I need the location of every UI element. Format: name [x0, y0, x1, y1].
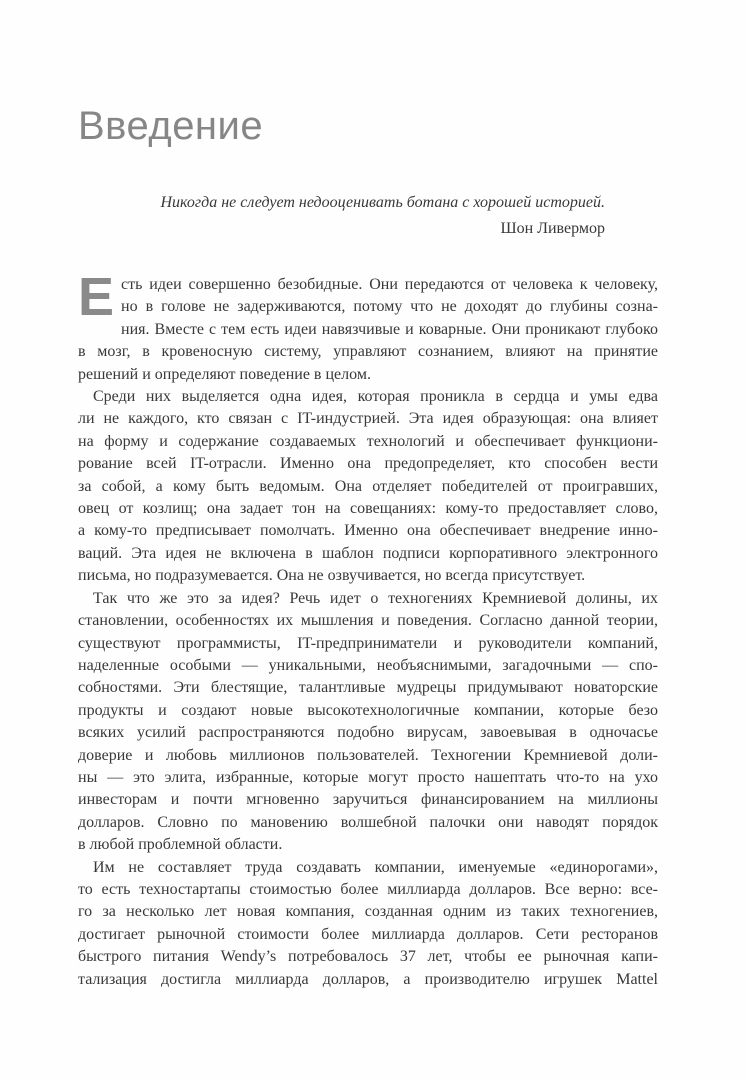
- text-line: продукты и создают новые высокотехнологичные компании, которые безо: [78, 701, 658, 719]
- text-line: но в голове не задерживаются, потому что не доходят до глубины созна-: [121, 298, 658, 316]
- text-line: наделенные особыми — уникальными, необъяснимыми, загадочными — спо-: [78, 656, 658, 674]
- paragraph: [78, 857, 658, 991]
- epigraph: [78, 190, 605, 242]
- text-line: сть идеи совершенно безобидные. Они передаются от человека к человеку,: [121, 276, 658, 293]
- text-line: ния. Вместе с тем есть идеи навязчивые и коварные. Они проникают глубоко: [121, 320, 658, 338]
- text-line: тализация достигла миллиарда долларов, а производителю игрушек Mattel: [78, 970, 658, 988]
- text-line: ны — это элита, избранные, которые могут просто нашептать что-то на ухо: [78, 768, 658, 786]
- drop-cap: Е: [78, 267, 115, 327]
- text-line: в любой проблемной области.: [78, 836, 283, 854]
- text-line: инвесторам и почти мгновенно заручиться финансированием на миллионы: [78, 791, 658, 809]
- text-line: на форму и содержание создаваемых технологий и обеспечивает функциони-: [78, 432, 658, 450]
- text-line: то есть техностартапы стоимостью более миллиарда долларов. Все верно: все-: [78, 880, 658, 898]
- body-text: [78, 267, 658, 991]
- text-line: доверие и любовь миллионов пользователей. Техногении Кремниевой доли-: [78, 746, 658, 764]
- paragraph: [78, 267, 658, 386]
- text-line: ли не каждого, кто связан с IT-индустрией. Эта идея образующая: она влияет: [78, 410, 658, 428]
- text-line: овец от козлищ; она задает тон на совещаниях: кому-то предоставляет слово,: [78, 500, 658, 518]
- text-line: решений и определяют поведение в целом.: [78, 365, 371, 383]
- text-line: ваций. Эта идея не включена в шаблон подписи корпоративного электронного: [78, 544, 658, 562]
- text-line: всяких усилий распространяются подобно вирусам, завоевывая в одночасье: [78, 724, 658, 742]
- text-line: Так что же это за идея? Речь идет о техногениях Кремниевой долины, их: [93, 589, 658, 607]
- text-line: собностями. Эти блестящие, талантливые мудрецы придумывают новаторские: [78, 679, 658, 697]
- text-line: существуют программисты, IT-предприниматели и руководители компаний,: [78, 634, 658, 652]
- paragraph: [78, 386, 658, 588]
- text-line: становлении, особенностях их мышления и поведения. Согласно данной теории,: [78, 612, 658, 630]
- text-line: быстрого питания Wendy’s потребовалось 37 лет, чтобы ее рыночная капи-: [78, 948, 658, 966]
- paragraph: [78, 588, 658, 857]
- text-line: Среди них выделяется одна идея, которая проникла в сердца и умы едва: [93, 388, 658, 406]
- text-line: а кому-то предписывает помолчать. Именно она обеспечивает внедрение инно-: [78, 522, 658, 540]
- epigraph-author: Шон Ливермор: [500, 220, 605, 237]
- text-line: Им не составляет труда создавать компании, именуемые «единорогами»,: [93, 858, 658, 876]
- text-line: в мозг, в кровеносную систему, управляют сознанием, влияют на принятие: [78, 343, 658, 361]
- text-line: го за несколько лет новая компания, созданная одним из таких техногениев,: [78, 903, 658, 921]
- text-line: письма, но подразумевается. Она не озвучивается, но всегда присутствует.: [78, 567, 586, 585]
- text-line: достигает рыночной стоимости более миллиарда долларов. Сети ресторанов: [78, 925, 658, 943]
- text-line: за собой, а кому быть ведомым. Она отделяет победителей от проигравших,: [78, 477, 658, 495]
- text-line: долларов. Словно по мановению волшебной палочки они наводят порядок: [78, 813, 658, 831]
- epigraph-quote: Никогда не следует недооценивать ботана с хорошей историей.: [160, 194, 605, 211]
- chapter-title: Введение: [78, 104, 264, 148]
- text-line: рование всей IT-отрасли. Именно она предопределяет, кто способен вести: [78, 455, 658, 473]
